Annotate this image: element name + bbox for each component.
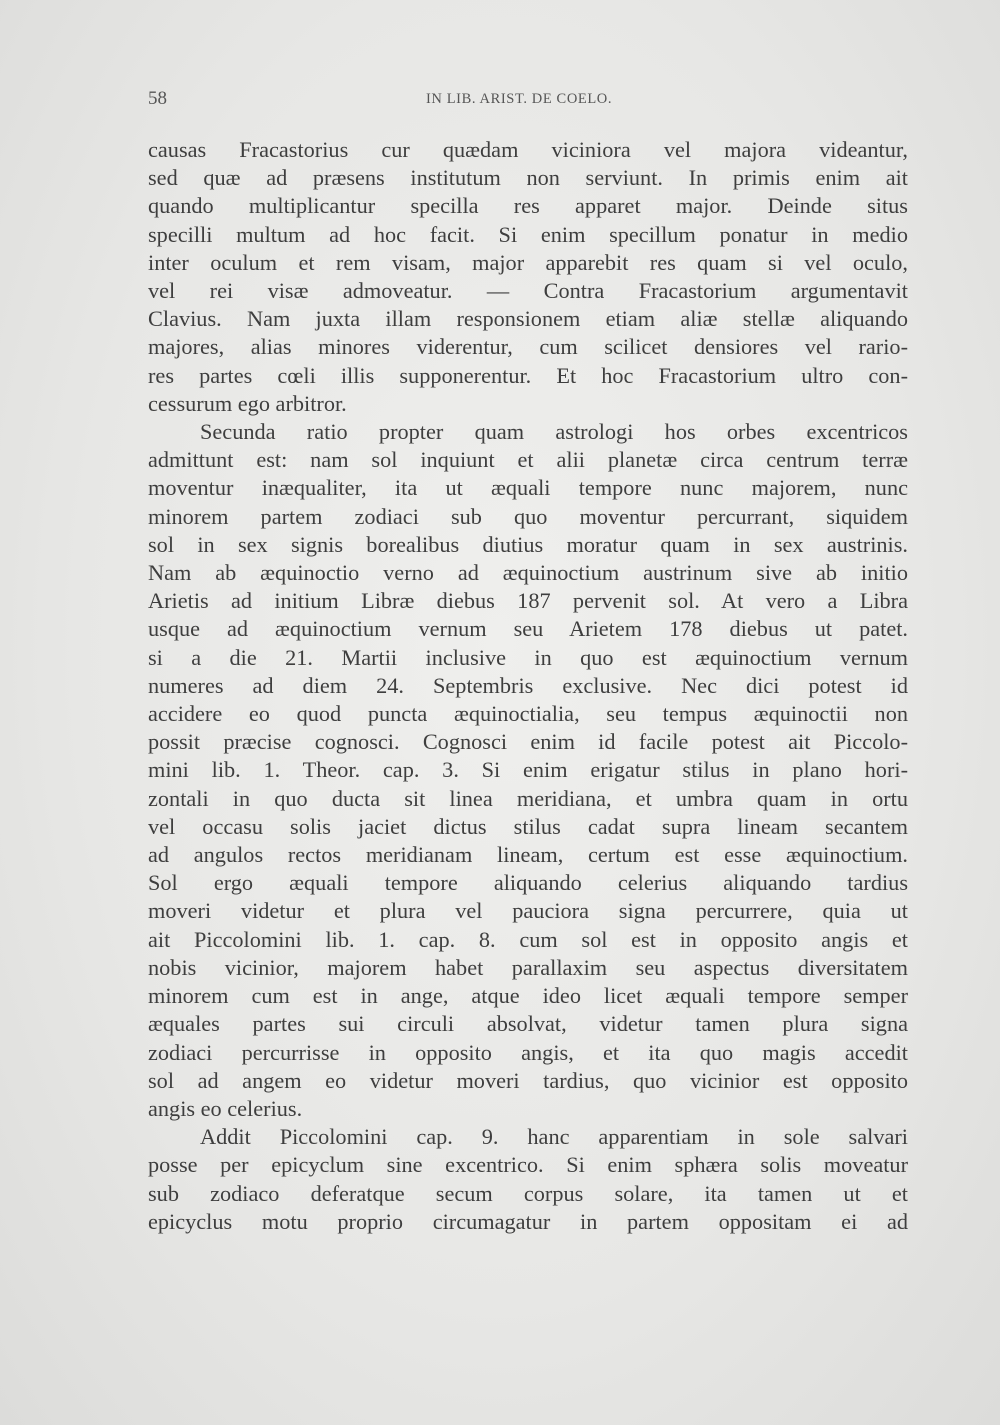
- text-line: minorem partem zodiaci sub quo moventur percurrant, siquidem: [148, 503, 908, 529]
- text-line: quando multiplicantur specilla res apparet major. Deinde situs: [148, 193, 908, 219]
- page-number: 58: [148, 88, 167, 109]
- body-text: [148, 136, 908, 1236]
- text-line: Nam ab æquinoctio verno ad æquinoctium austrinum sive ab initio: [148, 560, 908, 586]
- text-line: Arietis ad initium Libræ diebus 187 pervenit sol. At vero a Libra: [148, 588, 908, 614]
- text-line: usque ad æquinoctium vernum seu Arietem 178 diebus ut patet.: [148, 616, 908, 642]
- text-line: cessurum ego arbitror.: [148, 390, 347, 416]
- text-line: si a die 21. Martii inclusive in quo est æquinoctium vernum: [148, 644, 908, 670]
- running-head: [148, 88, 908, 114]
- running-title: IN LIB. ARIST. DE COELO.: [426, 91, 613, 107]
- text-line: majores, alias minores viderentur, cum scilicet densiores vel rario-: [148, 334, 908, 360]
- text-line: ad angulos rectos meridianam lineam, certum est esse æquinoctium.: [148, 842, 908, 868]
- text-line: causas Fracastorius cur quædam viciniora vel majora videantur,: [148, 137, 908, 162]
- text-line: Addit Piccolomini cap. 9. hanc apparentiam in sole salvari: [200, 1124, 908, 1150]
- text-line: nobis vicinior, majorem habet parallaxim seu aspectus diversitatem: [148, 954, 908, 980]
- text-line: mini lib. 1. Theor. cap. 3. Si enim erigatur stilus in plano hori-: [148, 757, 908, 783]
- text-line: res partes cœli illis supponerentur. Et hoc Fracastorium ultro con-: [148, 362, 908, 388]
- text-line: possit præcise cognosci. Cognosci enim id facile potest ait Piccolo-: [148, 729, 908, 755]
- text-line: æquales partes sui circuli absolvat, videtur tamen plura signa: [148, 1011, 908, 1037]
- text-line: minorem cum est in ange, atque ideo licet æquali tempore semper: [148, 983, 908, 1009]
- text-line: moveri videtur et plura vel pauciora signa percurrere, quia ut: [148, 898, 908, 924]
- text-line: sol in sex signis borealibus diutius moratur quam in sex austrinis.: [148, 531, 908, 557]
- text-line: accidere eo quod puncta æquinoctialia, seu tempus æquinoctii non: [148, 701, 908, 727]
- text-line: angis eo celerius.: [148, 1095, 303, 1121]
- text-line: sol ad angem eo videtur moveri tardius, quo vicinior est opposito: [148, 1067, 908, 1093]
- text-line: epicyclus motu proprio circumagatur in partem oppositam ei ad: [148, 1208, 908, 1234]
- text-line: sub zodiaco deferatque secum corpus solare, ita tamen ut et: [148, 1180, 908, 1206]
- text-line: zontali in quo ducta sit linea meridiana, et umbra quam in ortu: [148, 785, 908, 811]
- text-line: ait Piccolomini lib. 1. cap. 8. cum sol est in opposito angis et: [148, 926, 908, 952]
- text-line: specilli multum ad hoc facit. Si enim specillum ponatur in medio: [148, 221, 908, 247]
- text-line: Secunda ratio propter quam astrologi hos orbes excentricos: [200, 419, 908, 445]
- text-line: posse per epicyclum sine excentrico. Si enim sphæra solis moveatur: [148, 1152, 908, 1178]
- text-line: zodiaci percurrisse in opposito angis, et ita quo magis accedit: [148, 1039, 908, 1065]
- text-line: numeres ad diem 24. Septembris exclusive. Nec dici potest id: [148, 672, 908, 698]
- text-line: Clavius. Nam juxta illam responsionem etiam aliæ stellæ aliquando: [148, 306, 908, 332]
- text-line: vel rei visæ admoveatur. — Contra Fracastorium argumentavit: [148, 278, 908, 304]
- text-line: inter oculum et rem visam, major apparebit res quam si vel oculo,: [148, 249, 908, 275]
- text-line: vel occasu solis jaciet dictus stilus cadat supra lineam secantem: [148, 813, 908, 839]
- text-line: moventur inæqualiter, ita ut æquali tempore nunc majorem, nunc: [148, 475, 908, 501]
- text-line: admittunt est: nam sol inquiunt et alii planetæ circa centrum terræ: [148, 447, 908, 473]
- text-line: Sol ergo æquali tempore aliquando celerius aliquando tardius: [148, 870, 908, 896]
- text-line: sed quæ ad præsens institutum non serviunt. In primis enim ait: [148, 165, 908, 191]
